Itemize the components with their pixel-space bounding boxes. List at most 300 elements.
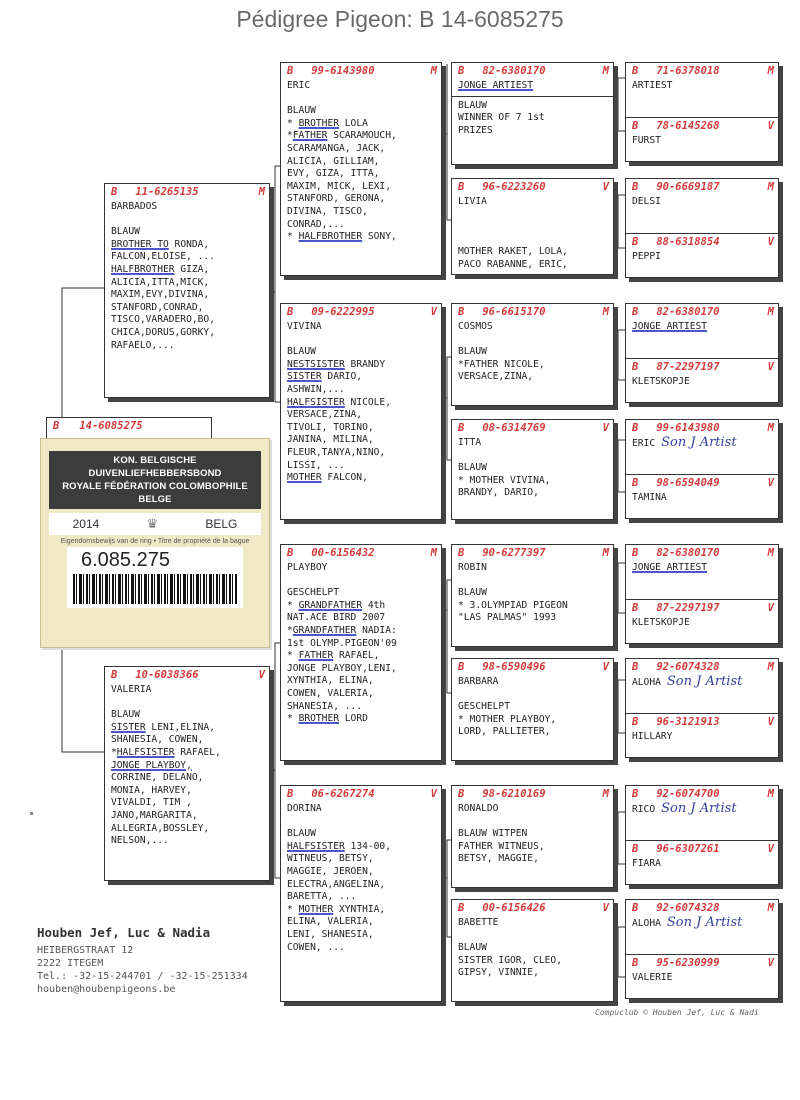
subject-ring: 14-6085275 bbox=[79, 420, 143, 432]
ring-number: 98-6590496 bbox=[482, 661, 546, 673]
pedigree-line bbox=[111, 697, 263, 710]
ring-number: 88-6318854 bbox=[656, 236, 720, 248]
pedigree-line: COWEN, ... bbox=[287, 941, 345, 953]
great-grandparent-card bbox=[451, 785, 614, 888]
ancestor-name: PEPPI bbox=[632, 251, 661, 262]
pedigree-line: GESCHELPT bbox=[287, 587, 339, 599]
ring-header bbox=[626, 63, 778, 77]
pedigree-line: SISTER IGOR, CLEO, bbox=[458, 954, 562, 966]
speck-mark bbox=[30, 812, 33, 815]
great-grandparent-card bbox=[451, 544, 614, 647]
ancestor-name: JONGE ARTIEST bbox=[632, 562, 708, 573]
ring-header bbox=[626, 359, 778, 373]
pedigree-line: VERSACE,ZINA, bbox=[458, 371, 534, 383]
ring-header bbox=[452, 420, 613, 434]
card-body bbox=[626, 248, 778, 278]
ring-number: 82-6380170 bbox=[656, 306, 720, 318]
ring-header bbox=[626, 179, 778, 193]
ring-country: B bbox=[632, 602, 639, 614]
pedigree-line: JANINA, MILINA, bbox=[287, 434, 374, 446]
ring-sex: V bbox=[430, 788, 437, 800]
ring-sex: M bbox=[602, 65, 609, 77]
ring-header bbox=[281, 304, 441, 318]
pedigree-line: TISCO,VARADERO,BO, bbox=[111, 314, 215, 326]
pedigree-line: VERSACE,ZINA, bbox=[287, 409, 363, 421]
card-body bbox=[626, 855, 778, 885]
card-body bbox=[281, 318, 441, 485]
ring-number: 90-6669187 bbox=[656, 181, 720, 193]
ancestor-name: KLETSKOPJE bbox=[632, 376, 690, 387]
ring-sex: V bbox=[430, 306, 437, 318]
pigeon-name: BABETTE bbox=[458, 917, 499, 928]
pedigree-line bbox=[458, 221, 607, 234]
ring-sex: V bbox=[767, 120, 774, 132]
pedigree-line bbox=[287, 334, 435, 347]
parent-sire-card bbox=[104, 183, 270, 398]
pedigree-line: LENI, SHANESIA, bbox=[287, 928, 374, 940]
card-body bbox=[452, 77, 613, 93]
ancestor-name: DELSI bbox=[632, 196, 661, 207]
ring-country: B bbox=[632, 422, 639, 434]
card-body bbox=[626, 559, 778, 596]
ring-number: 87-2297197 bbox=[656, 602, 720, 614]
pedigree-line: SHANESIA, COWEN, bbox=[111, 734, 204, 746]
pedigree-line: GIPSY, VINNIE, bbox=[458, 967, 539, 979]
pedigree-line: JANO,MARGARITA, bbox=[111, 809, 198, 821]
pedigree-line: *GRANDFATHER NADIA: bbox=[287, 624, 397, 636]
pedigree-line bbox=[458, 689, 607, 702]
pigeon-name: ROBIN bbox=[458, 562, 487, 573]
pedigree-line: WITNEUS, BETSY, bbox=[287, 853, 374, 865]
pigeon-name bbox=[632, 731, 772, 744]
card-body bbox=[452, 914, 613, 980]
ancestor-name: JONGE ARTIEST bbox=[632, 321, 708, 332]
ring-header bbox=[281, 545, 441, 559]
certificate-year-row bbox=[49, 513, 261, 535]
pedigree-line: VIVALDI, TIM , bbox=[111, 797, 192, 809]
ring-sex: V bbox=[767, 477, 774, 489]
card-body bbox=[452, 193, 613, 272]
pedigree-line: *FATHER NICOLE, bbox=[458, 358, 545, 370]
pedigree-line: BLAUW bbox=[111, 709, 140, 721]
pedigree-line: COWEN, VALERIA, bbox=[287, 687, 374, 699]
pedigree-line: SISTER DARIO, bbox=[287, 371, 363, 383]
ring-number: 06-6267274 bbox=[311, 788, 375, 800]
ring-header bbox=[626, 545, 778, 559]
ring-country: B bbox=[632, 843, 639, 855]
pedigree-line: BROTHER TO RONDA, bbox=[111, 238, 210, 250]
ring-number: 95-6230999 bbox=[656, 957, 720, 969]
pedigree-line: GESCHELPT bbox=[458, 701, 510, 713]
ring-header bbox=[452, 545, 613, 559]
ring-number: 98-6210169 bbox=[482, 788, 546, 800]
pedigree-line bbox=[287, 816, 435, 829]
card-body bbox=[626, 77, 778, 114]
pigeon-name: BLAUW bbox=[458, 99, 487, 111]
ring-header bbox=[452, 659, 613, 673]
pedigree-line: LORD, PALLIETER, bbox=[458, 726, 551, 738]
ring-country: B bbox=[632, 65, 639, 77]
ring-sex: M bbox=[602, 306, 609, 318]
grandparent-card bbox=[280, 303, 442, 520]
pedigree-line: * MOTHER PLAYBOY, bbox=[458, 713, 557, 725]
ring-sex: M bbox=[430, 65, 437, 77]
ring-number: 96-6307261 bbox=[656, 843, 720, 855]
pigeon-name bbox=[632, 376, 772, 389]
card-body bbox=[281, 559, 441, 726]
ancestor-name: FURST bbox=[632, 135, 661, 146]
great-grandparent-card bbox=[451, 303, 614, 406]
pedigree-line: BLAUW bbox=[458, 587, 487, 599]
pedigree-line: * GRANDFATHER 4th bbox=[287, 599, 386, 611]
pedigree-line: ALICIA, GILLIAM, bbox=[287, 155, 380, 167]
card-body bbox=[452, 673, 613, 739]
ancestor-name: FIARA bbox=[632, 858, 661, 869]
breeder-email: houben@houbenpigeons.be bbox=[37, 984, 176, 995]
ring-sex: M bbox=[602, 788, 609, 800]
pedigree-line: ELINA, VALERIA, bbox=[287, 916, 374, 928]
pedigree-line: MOTHER RAKET, LOLA, bbox=[458, 246, 568, 258]
pedigree-line: * MOTHER VIVINA, bbox=[458, 474, 551, 486]
ancestor-pair-card bbox=[625, 899, 779, 999]
ring-country: B bbox=[458, 306, 465, 318]
ring-header bbox=[626, 786, 778, 800]
ancestor-name: ERIC bbox=[632, 438, 656, 449]
pigeon-name bbox=[632, 617, 772, 630]
pedigree-line: BLAUW bbox=[287, 105, 316, 117]
pedigree-line: RAFAELO,... bbox=[111, 339, 175, 351]
pedigree-line: CORRINE, DELANO, bbox=[111, 772, 204, 784]
ring-sex: V bbox=[767, 602, 774, 614]
pedigree-line: * MOTHER XYNTHIA, bbox=[287, 903, 386, 915]
ring-country: B bbox=[458, 65, 465, 77]
pedigree-line: HALFBROTHER GIZA, bbox=[111, 263, 210, 275]
breeder-street: HEIBERGSTRAAT 12 bbox=[37, 945, 134, 956]
barcode-icon bbox=[73, 574, 237, 604]
pigeon-name bbox=[632, 135, 772, 148]
ring-sex: M bbox=[430, 547, 437, 559]
pigeon-name bbox=[632, 917, 772, 931]
ring-country: B bbox=[632, 902, 639, 914]
pedigree-line bbox=[287, 93, 435, 106]
pedigree-line: JONGE PLAYBOY, bbox=[111, 759, 192, 771]
great-grandparent-card bbox=[451, 419, 614, 520]
ring-number: 96-3121913 bbox=[656, 716, 720, 728]
ring-certificate bbox=[40, 438, 270, 648]
card-body bbox=[281, 800, 441, 954]
card-body bbox=[452, 800, 613, 866]
ring-country: B bbox=[287, 306, 294, 318]
ring-number: 92-6074328 bbox=[656, 661, 720, 673]
pedigree-line: *HALFSISTER RAFAEL, bbox=[111, 746, 221, 758]
certificate-country: BELG bbox=[205, 517, 238, 531]
ring-number: 92-6074328 bbox=[656, 902, 720, 914]
ring-country: B bbox=[632, 120, 639, 132]
subject-country: B bbox=[53, 420, 60, 432]
pedigree-line: BLAUW bbox=[287, 828, 316, 840]
ring-country: B bbox=[287, 65, 294, 77]
ring-header bbox=[452, 63, 613, 77]
ring-country: B bbox=[632, 547, 639, 559]
pigeon-name: ITTA bbox=[458, 437, 482, 448]
ring-sex: V bbox=[258, 669, 265, 681]
pedigree-line: NELSON,... bbox=[111, 835, 169, 847]
pedigree-line: ALICIA,ITTA,MICK, bbox=[111, 276, 210, 288]
ancestor-pair-card bbox=[625, 544, 779, 644]
ancestor-name: VALERIE bbox=[632, 972, 673, 983]
ring-country: B bbox=[111, 186, 118, 198]
pigeon-name bbox=[632, 251, 772, 264]
pigeon-name: PLAYBOY bbox=[287, 562, 328, 573]
pedigree-line: * HALFBROTHER SONY, bbox=[287, 231, 397, 243]
pedigree-line: BARETTA, ... bbox=[287, 891, 357, 903]
pedigree-line: ALLEGRIA,BOSSLEY, bbox=[111, 822, 210, 834]
pedigree-line: * FATHER RAFAEL, bbox=[287, 650, 380, 662]
ring-header bbox=[626, 955, 778, 969]
pigeon-name: BARBARA bbox=[458, 676, 499, 687]
ancestor-pair-card bbox=[625, 178, 779, 278]
grandparent-card bbox=[280, 544, 442, 761]
breeder-name: Houben Jef, Luc & Nadia bbox=[37, 925, 211, 940]
ring-number: 78-6145268 bbox=[656, 120, 720, 132]
pedigree-line bbox=[458, 816, 607, 829]
great-grandparent-card bbox=[451, 899, 614, 1002]
pigeon-name: VIVINA bbox=[287, 321, 322, 332]
pedigree-line: NESTSISTER BRANDY bbox=[287, 358, 386, 370]
pedigree-line: DIVINA, TISCO, bbox=[287, 205, 368, 217]
ring-header bbox=[105, 667, 269, 681]
card-body bbox=[452, 434, 613, 500]
ancestor-name: TAMINA bbox=[632, 492, 667, 503]
ring-country: B bbox=[632, 788, 639, 800]
pigeon-name: DORINA bbox=[287, 803, 322, 814]
pigeon-name bbox=[632, 437, 772, 451]
ring-header bbox=[626, 118, 778, 132]
pigeon-name bbox=[632, 676, 772, 690]
ring-header bbox=[626, 659, 778, 673]
pedigree-line: TIVOLI, TORINO, bbox=[287, 421, 374, 433]
ring-header bbox=[281, 786, 441, 800]
ring-header bbox=[626, 420, 778, 434]
great-grandparent-card bbox=[451, 62, 614, 165]
signature: Son J Artist bbox=[666, 674, 743, 689]
ring-sex: V bbox=[767, 361, 774, 373]
ring-number: 90-6277397 bbox=[482, 547, 546, 559]
ancestor-name: ALOHA bbox=[632, 918, 661, 929]
pedigree-line: BLAUW bbox=[458, 462, 487, 474]
pigeon-name: ERIC bbox=[287, 80, 311, 91]
pedigree-line: CHICA,DORUS,GORKY, bbox=[111, 326, 215, 338]
pedigree-line: SCARAMANGA, JACK, bbox=[287, 142, 386, 154]
ring-sex: M bbox=[602, 547, 609, 559]
pigeon-name: LIVIA bbox=[458, 196, 487, 207]
pigeon-name bbox=[632, 803, 772, 817]
ring-header bbox=[105, 184, 269, 198]
pedigree-line: BLAUW bbox=[111, 226, 140, 238]
pedigree-line: ASHWIN,... bbox=[287, 383, 345, 395]
pigeon-name bbox=[632, 562, 772, 575]
ring-country: B bbox=[632, 181, 639, 193]
ring-number: 98-6594049 bbox=[656, 477, 720, 489]
ring-country: B bbox=[632, 306, 639, 318]
ring-country: B bbox=[632, 716, 639, 728]
ring-sex: V bbox=[767, 236, 774, 248]
pedigree-line: * BROTHER LORD bbox=[287, 713, 368, 725]
ring-number: 96-6223260 bbox=[482, 181, 546, 193]
ring-number: 99-6143980 bbox=[656, 422, 720, 434]
ring-number: 10-6038366 bbox=[135, 669, 199, 681]
pedigree-line: * 3.OLYMPIAD PIGEON bbox=[458, 599, 568, 611]
pedigree-line: BLAUW bbox=[458, 346, 487, 358]
pedigree-line bbox=[458, 234, 607, 247]
pedigree-line: LISSI, ... bbox=[287, 459, 345, 471]
grandparent-card bbox=[280, 785, 442, 1002]
ring-country: B bbox=[632, 361, 639, 373]
ring-sex: M bbox=[767, 788, 774, 800]
ring-number: 00-6156426 bbox=[482, 902, 546, 914]
ring-header bbox=[626, 234, 778, 248]
ancestor-name: ARTIEST bbox=[632, 80, 673, 91]
ring-sex: M bbox=[767, 547, 774, 559]
ring-number: 82-6380170 bbox=[482, 65, 546, 77]
certificate-number: 6.085.275 bbox=[81, 549, 170, 571]
card-body bbox=[105, 198, 269, 352]
pedigree-line bbox=[458, 450, 607, 463]
ring-country: B bbox=[111, 669, 118, 681]
ring-country: B bbox=[458, 422, 465, 434]
ring-sex: M bbox=[767, 422, 774, 434]
ring-country: B bbox=[632, 957, 639, 969]
pedigree-line: BRANDY, DARIO, bbox=[458, 487, 539, 499]
pedigree-line: HALFSISTER NICOLE, bbox=[287, 396, 391, 408]
ring-country: B bbox=[632, 236, 639, 248]
certificate-header bbox=[49, 451, 261, 509]
ring-sex: M bbox=[258, 186, 265, 198]
pedigree-line: SHANESIA, ... bbox=[287, 700, 363, 712]
parent-dam-card bbox=[104, 666, 270, 881]
pedigree-line bbox=[458, 334, 607, 347]
pigeon-name bbox=[632, 492, 772, 505]
pedigree-line bbox=[111, 214, 263, 227]
pedigree-line: PRIZES bbox=[458, 124, 493, 136]
great-grandparent-card bbox=[451, 178, 614, 275]
pedigree-line: XYNTHIA, ELINA, bbox=[287, 675, 374, 687]
pedigree-line bbox=[458, 575, 607, 588]
card-body bbox=[626, 434, 778, 471]
pigeon-name: RONALDO bbox=[458, 803, 499, 814]
pedigree-line: MAXIM, MICK, LEXI, bbox=[287, 180, 391, 192]
card-body bbox=[626, 914, 778, 951]
ring-number: 87-2297197 bbox=[656, 361, 720, 373]
pedigree-line: BLAUW WITPEN bbox=[458, 828, 528, 840]
pedigree-line: *FATHER SCARAMOUCH, bbox=[287, 130, 397, 142]
signature: Son J Artist bbox=[661, 801, 737, 816]
ring-number: 96-6615170 bbox=[482, 306, 546, 318]
pedigree-line: CONRAD,... bbox=[287, 218, 345, 230]
card-body bbox=[626, 800, 778, 837]
pedigree-line bbox=[458, 930, 607, 943]
certificate-subtitle: Eigendomsbewijs van de ring • Titre de propriété de la bague bbox=[60, 538, 250, 545]
card-body-secondary bbox=[452, 97, 613, 138]
certificate-line2: ROYALE FÉDÉRATION COLOMBOPHILE BELGE bbox=[62, 481, 248, 505]
card-body bbox=[281, 77, 441, 244]
ring-number: 99-6143980 bbox=[311, 65, 375, 77]
ancestor-pair-card bbox=[625, 303, 779, 403]
ancestor-name: ALOHA bbox=[632, 677, 661, 688]
great-grandparent-card bbox=[451, 658, 614, 761]
pigeon-name: BARBADOS bbox=[111, 201, 158, 212]
pedigree-line: ELECTRA,ANGELINA, bbox=[287, 878, 386, 890]
ancestor-name: HILLARY bbox=[632, 731, 673, 742]
pedigree-line: MAXIM,EVY,DIVINA, bbox=[111, 289, 210, 301]
ring-header bbox=[626, 900, 778, 914]
ring-sex: M bbox=[767, 306, 774, 318]
ring-country: B bbox=[287, 788, 294, 800]
pedigree-line: BETSY, MAGGIE, bbox=[458, 853, 539, 865]
pedigree-line bbox=[287, 575, 435, 588]
card-body bbox=[626, 489, 778, 519]
pedigree-line: MONIA, HARVEY, bbox=[111, 784, 192, 796]
ring-sex: V bbox=[602, 181, 609, 193]
pigeon-name bbox=[632, 80, 772, 93]
pigeon-name: COSMOS bbox=[458, 321, 493, 332]
breeder-info bbox=[37, 925, 248, 996]
pigeon-name bbox=[632, 972, 772, 985]
pedigree-line: SISTER LENI,ELINA, bbox=[111, 721, 215, 733]
pedigree-line: PACO RABANNE, ERIC, bbox=[458, 258, 568, 270]
ring-header bbox=[626, 475, 778, 489]
pedigree-line: NAT.ACE BIRD 2007 bbox=[287, 612, 386, 624]
card-body bbox=[626, 193, 778, 230]
ring-sex: V bbox=[767, 843, 774, 855]
card-body bbox=[452, 318, 613, 384]
pedigree-line: MAGGIE, JEROEN, bbox=[287, 865, 374, 877]
certificate-code bbox=[67, 547, 243, 608]
signature: Son J Artist bbox=[666, 915, 743, 930]
ring-country: B bbox=[458, 788, 465, 800]
card-body bbox=[626, 673, 778, 710]
pigeon-name: JONGE ARTIEST bbox=[458, 80, 534, 91]
certificate-year: 2014 bbox=[72, 517, 100, 531]
ring-sex: V bbox=[767, 716, 774, 728]
pedigree-line: FLEUR,TANYA,NINO, bbox=[287, 446, 386, 458]
ancestor-pair-card bbox=[625, 785, 779, 885]
ring-sex: V bbox=[602, 902, 609, 914]
pedigree-line: FALCON,ELOISE, ... bbox=[111, 251, 215, 263]
card-body bbox=[452, 559, 613, 625]
ring-number: 71-6378018 bbox=[656, 65, 720, 77]
ring-sex: M bbox=[767, 65, 774, 77]
ring-sex: M bbox=[767, 902, 774, 914]
pedigree-line: WINNER OF 7 1st bbox=[458, 112, 545, 124]
pedigree-line: * BROTHER LOLA bbox=[287, 117, 368, 129]
card-body bbox=[626, 132, 778, 162]
ring-country: B bbox=[632, 477, 639, 489]
ring-sex: V bbox=[767, 957, 774, 969]
card-body bbox=[626, 373, 778, 403]
pedigree-line: HALFSISTER 134-00, bbox=[287, 840, 391, 852]
ring-country: B bbox=[458, 547, 465, 559]
certificate-line1: KON. BELGISCHE DUIVENLIEFHEBBERSBOND bbox=[88, 455, 222, 479]
ring-number: 92-6074700 bbox=[656, 788, 720, 800]
ring-header bbox=[452, 786, 613, 800]
ring-country: B bbox=[458, 181, 465, 193]
card-body bbox=[626, 728, 778, 758]
ring-number: 11-6265135 bbox=[135, 186, 199, 198]
ancestor-pair-card bbox=[625, 62, 779, 162]
ring-sex: M bbox=[767, 661, 774, 673]
ring-number: 82-6380170 bbox=[656, 547, 720, 559]
